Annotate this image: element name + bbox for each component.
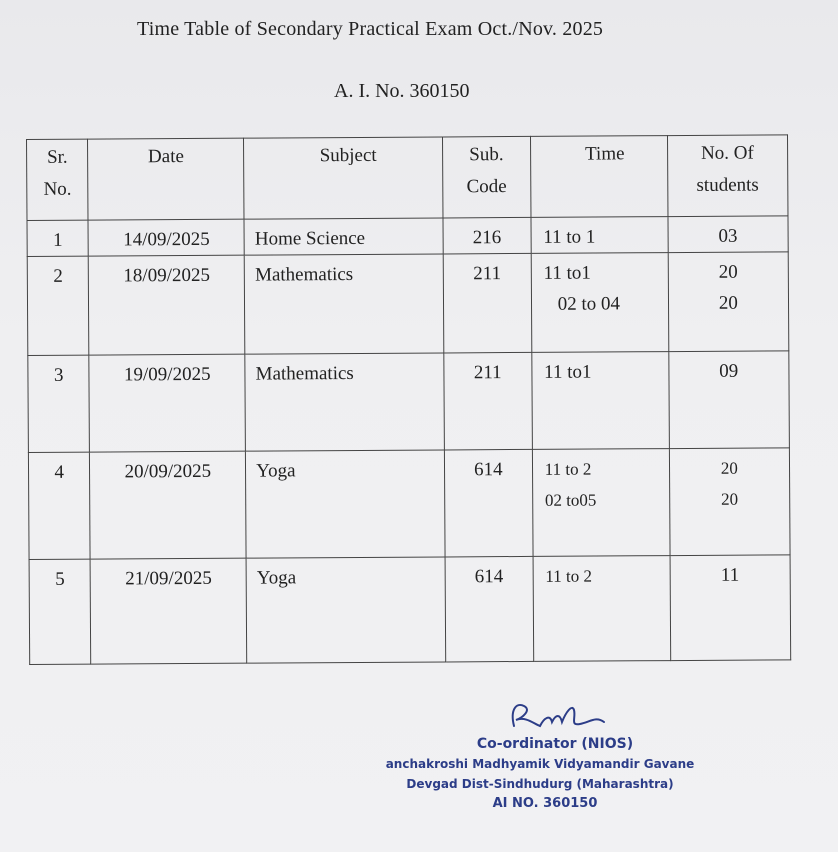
stamp-line-ai-no: AI NO. 360150 — [492, 796, 598, 811]
cell-code: 216 — [443, 217, 531, 254]
cell-sr: 1 — [27, 220, 89, 256]
stamp-line-coordinator: Co-ordinator (NIOS) — [476, 736, 634, 752]
cell-students: 03 — [668, 216, 789, 253]
cell-students: 20 20 — [668, 252, 789, 352]
stamp-line-school: anchakroshi Madhyamik Vidyamandir Gavane — [385, 757, 695, 771]
cell-code: 211 — [444, 352, 532, 450]
header-subject: Subject — [244, 137, 443, 219]
signature-stamp — [370, 700, 710, 814]
cell-subject: Yoga — [246, 557, 445, 663]
cell-subject: Mathematics — [245, 353, 444, 451]
header-date: Date — [88, 138, 244, 220]
header-no-of-students: No. Of students — [667, 135, 788, 217]
signature — [370, 700, 710, 734]
cell-code: 211 — [443, 253, 531, 353]
cell-time: 11 to 2 02 to05 — [532, 449, 670, 557]
table-row — [28, 448, 790, 560]
cell-sr: 3 — [28, 355, 90, 452]
cell-subject: Mathematics — [244, 254, 443, 354]
cell-sr: 4 — [28, 452, 90, 559]
cell-subject: Yoga — [246, 450, 445, 558]
cell-date: 18/09/2025 — [89, 255, 245, 355]
ai-number: A. I. No. 360150 — [334, 80, 470, 102]
cell-students: 11 — [670, 555, 791, 661]
cell-date: 21/09/2025 — [91, 558, 247, 664]
cell-code: 614 — [445, 556, 533, 662]
cell-time: 11 to1 02 to 04 — [531, 253, 669, 353]
timetable — [26, 134, 791, 665]
document-title: Time Table of Secondary Practical Exam Oct./Nov. 2025 — [137, 18, 604, 40]
header-time: Time — [530, 136, 667, 218]
cell-code: 614 — [444, 449, 532, 557]
cell-date: 19/09/2025 — [89, 354, 245, 452]
header-sub-code: Sub. Code — [442, 136, 530, 218]
cell-students: 20 20 — [669, 448, 790, 556]
table-row — [29, 555, 791, 665]
table-row — [27, 216, 788, 257]
stamp-line-address: Devgad Dist-Sindhudurg (Maharashtra) — [406, 777, 674, 791]
cell-time: 11 to1 — [532, 352, 670, 450]
cell-time: 11 to 1 — [531, 217, 668, 254]
header-sr-no: Sr. No. — [27, 139, 89, 220]
cell-sr: 2 — [27, 256, 89, 355]
cell-date: 14/09/2025 — [88, 219, 244, 256]
table-row — [28, 351, 790, 453]
cell-date: 20/09/2025 — [90, 451, 246, 559]
cell-subject: Home Science — [244, 218, 443, 255]
header-row — [27, 135, 788, 221]
cell-students: 09 — [668, 351, 789, 449]
cell-time: 11 to 2 — [533, 556, 671, 662]
table-row — [27, 252, 789, 356]
cell-sr: 5 — [29, 559, 91, 664]
